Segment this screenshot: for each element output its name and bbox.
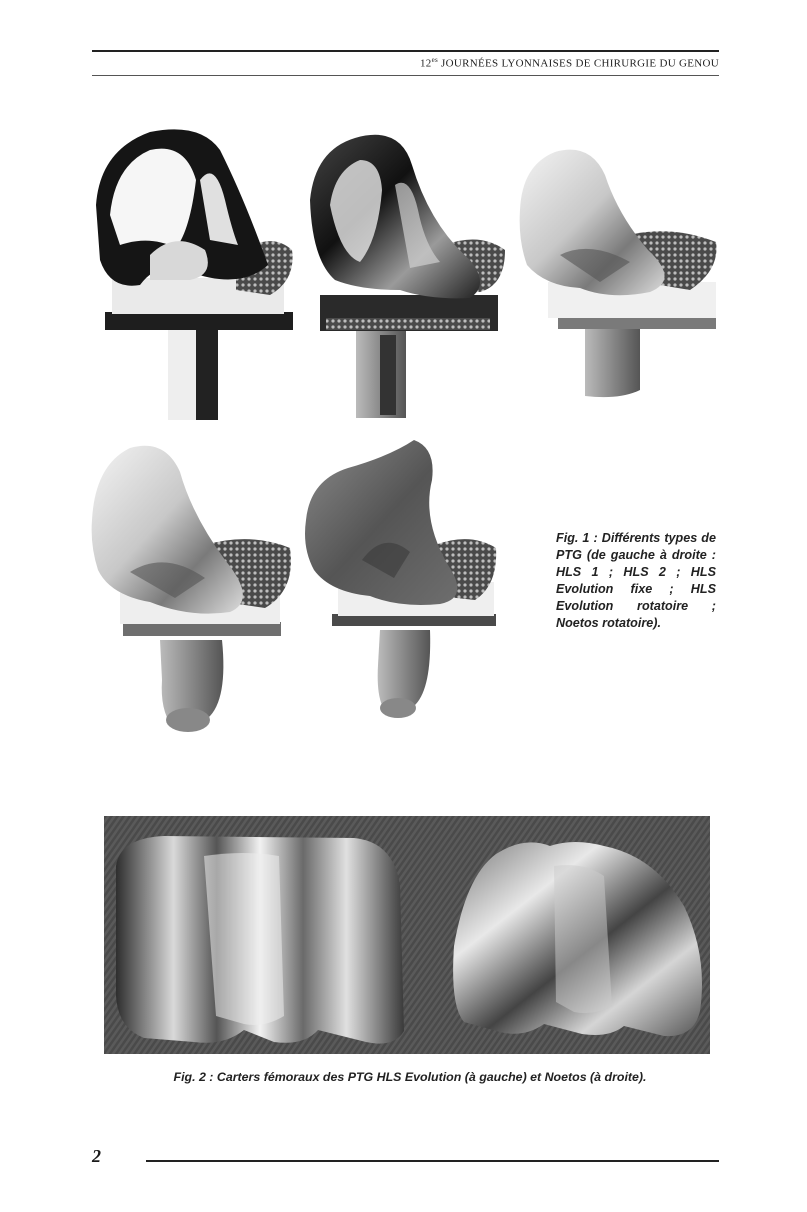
implant-hls-evolution-rotatoire-image [92, 446, 291, 732]
implant-hls-2-image [310, 135, 505, 418]
figure-1-caption: Fig. 1 : Différents types de PTG (de gauche à droite : HLS 1 ; HLS 2 ; HLS Evolution fixe ; HLS Evolution rotatoire ; Noetos rotatoire). [556, 531, 716, 630]
implant-hls-1-image [96, 129, 293, 420]
implant-hls-evolution-fixe-image [520, 150, 717, 397]
header-title: JOURNÉES LYONNAISES DE CHIRURGIE DU GENOU [438, 57, 719, 70]
footer-rule [146, 1160, 719, 1162]
figure-2-photo [104, 816, 710, 1054]
header-ordinal: es [431, 56, 438, 64]
page-number: 2 [92, 1146, 101, 1166]
femoral-component-hls-evolution [116, 836, 404, 1044]
figure-2-caption: Fig. 2 : Carters fémoraux des PTG HLS Evolution (à gauche) et Noetos (à droite). [173, 1070, 647, 1084]
implant-noetos-rotatoire-image [305, 440, 496, 718]
header-number: 12 [419, 57, 432, 70]
